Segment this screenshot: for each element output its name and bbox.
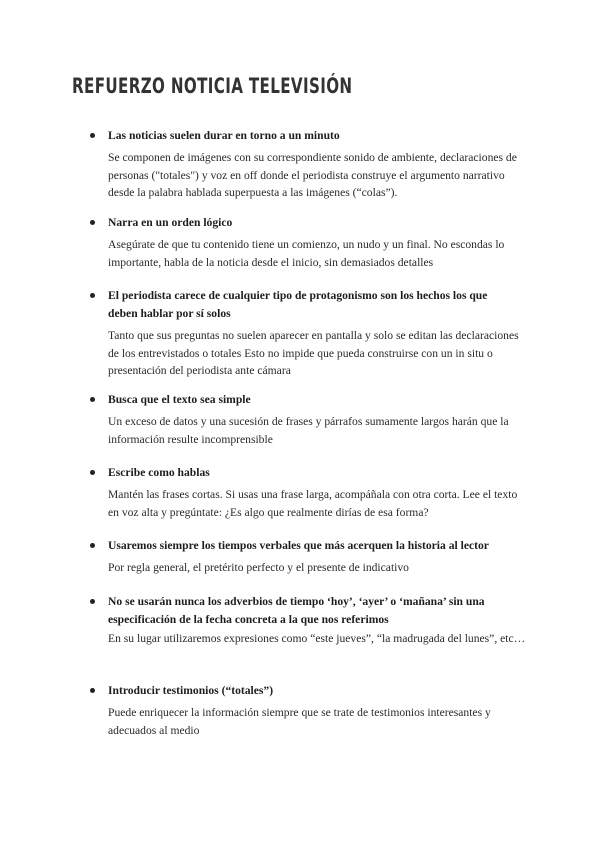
item-heading: Usaremos siempre los tiempos verbales que más acerquen la historia al lector [108, 539, 489, 552]
item-body: Asegúrate de que tu contenido tiene un comienzo, un nudo y un final. No escondas lo importante, habla de la noticia desde el inicio, sin demasiados detalles [108, 238, 505, 269]
item-heading: Las noticias suelen durar en torno a un minuto [108, 129, 340, 142]
item-heading: Busca que el texto sea simple [108, 393, 251, 406]
bullet-icon [90, 543, 95, 548]
item-heading: No se usarán nunca los adverbios de tiempo ‘hoy’, ‘ayer’ o ‘mañana’ sin una especificación de la fecha concreta a la que nos referimos [108, 595, 485, 626]
item-heading: Escribe como hablas [108, 466, 210, 479]
item-heading: Narra en un orden lógico [108, 216, 233, 229]
bullet-icon [90, 220, 95, 225]
item-heading: El periodista carece de cualquier tipo de protagonismo son los hechos los que deben hablar por sí solos [108, 289, 488, 320]
item-heading: Introducir testimonios (“totales”) [108, 684, 274, 697]
bullet-icon [90, 133, 95, 138]
item-body: Puede enriquecer la información siempre que se trate de testimonios interesantes y adecuados al medio [108, 706, 491, 737]
item-body: Por regla general, el pretérito perfecto y el presente de indicativo [108, 561, 409, 574]
item-body: Mantén las frases cortas. Si usas una frase larga, acompáñala con otra corta. Lee el texto en voz alta y pregúntate: ¿Es algo que realmente dirías de esa forma? [108, 488, 518, 519]
bullet-icon [90, 397, 95, 402]
bullet-icon [90, 599, 95, 604]
page-title: REFUERZO NOTICIA TELEVISIÓN [72, 74, 353, 98]
item-body: Se componen de imágenes con su correspondiente sonido de ambiente, declaraciones de personas ("totales") y voz en off donde el periodista construye el argumento narrativo desde la palabra hablada superpuesta a las imágenes (“colas”). [108, 151, 517, 199]
item-body: Un exceso de datos y una sucesión de frases y párrafos sumamente largos harán que la información resulte incomprensible [108, 415, 509, 446]
item-body: Tanto que sus preguntas no suelen aparecer en pantalla y solo se editan las declaraciones de los entrevistados o totales Esto no impide que pueda construirse con un in situ o presentación del periodista ante cámara [108, 329, 519, 377]
bullet-icon [90, 470, 95, 475]
item-body: En su lugar utilizaremos expresiones como “este jueves”, “la madrugada del lunes”, etc… [108, 632, 526, 645]
bullet-icon [90, 688, 95, 693]
bullet-icon [90, 293, 95, 298]
